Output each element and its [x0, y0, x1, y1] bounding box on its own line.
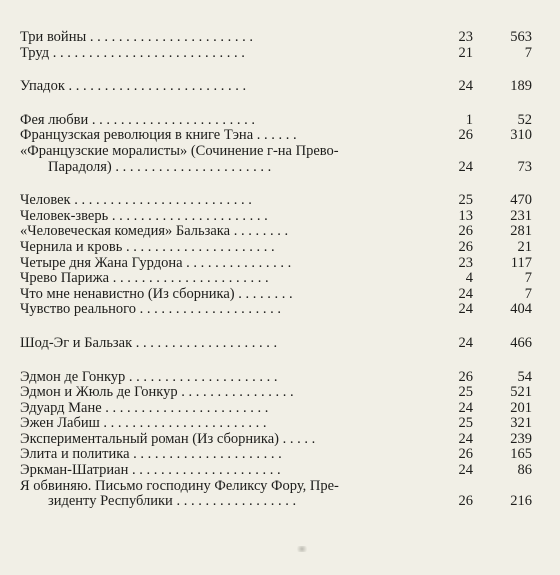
index-entry — [0, 193, 560, 209]
volume-number: 24 — [458, 399, 473, 416]
page-number: 216 — [510, 493, 532, 510]
dot-leader: . . . . . . . . . . . . . . . . . . . . — [139, 301, 281, 318]
dot-leader: . . . . . . . . — [238, 285, 293, 302]
volume-number: 23 — [458, 254, 473, 271]
entry-title: Я обвиняю. Письмо господину Феликсу Фору, Пре- — [20, 477, 339, 494]
volume-number: 25 — [458, 415, 473, 432]
index-group-sh — [0, 336, 560, 352]
index-entry — [0, 209, 560, 225]
index-entry — [0, 385, 560, 401]
volume-number: 26 — [458, 127, 473, 144]
page-number: 52 — [517, 111, 532, 128]
index-entry — [0, 416, 560, 432]
volume-number: 13 — [458, 207, 473, 224]
volume-number: 26 — [458, 223, 473, 240]
volume-number: 26 — [458, 238, 473, 255]
dot-leader: . . . . . . — [256, 127, 297, 144]
entry-title: Эдмон де Гонкур — [20, 368, 126, 385]
entry-title: Человек — [20, 192, 71, 209]
entry-title-continued: Парадоля) — [48, 158, 112, 175]
index-entry — [0, 79, 560, 95]
entry-title: Французская революция в книге Тэна — [20, 127, 254, 144]
index-entry — [0, 46, 560, 62]
volume-number: 24 — [458, 158, 473, 175]
index-entry — [0, 271, 560, 287]
dot-leader: . . . . . . . . . . . . . . . . . . . . . — [132, 462, 281, 479]
volume-number: 24 — [458, 285, 473, 302]
page-number: 231 — [510, 207, 532, 224]
page-number: 7 — [524, 44, 532, 61]
page-number: 117 — [510, 254, 532, 271]
entry-title: Эркман-Шатриан — [20, 462, 129, 479]
entry-title: Элита и политика — [20, 446, 130, 463]
entry-title: Человек-зверь — [20, 207, 109, 224]
index-entry — [0, 144, 560, 175]
volume-number: 4 — [465, 270, 473, 287]
volume-number: 25 — [458, 384, 473, 401]
entry-title: «Человеческая комедия» Бальзака — [20, 223, 231, 240]
volume-number: 26 — [458, 493, 473, 510]
dot-leader: . . . . . . . . . . . . . . . . . . . . . . . . . — [68, 78, 247, 95]
page-number: 563 — [510, 29, 532, 45]
entry-title: Экспериментальный роман (Из сборника) — [20, 430, 279, 447]
dot-leader: . . . . . . . . . . . . . . . . . . . . . . . . . — [74, 192, 252, 209]
index-group-t — [0, 30, 560, 61]
page-number: 521 — [510, 384, 532, 401]
paper-smudge — [295, 546, 309, 552]
page-number: 54 — [517, 368, 532, 385]
page-number: 165 — [510, 446, 532, 463]
index-entry — [0, 370, 560, 386]
volume-number: 26 — [458, 368, 473, 385]
dot-leader: . . . . . . . . . . . . . . . . . . . . . . — [115, 158, 272, 175]
dot-leader: . . . . . . . . . . . . . . . . . . . . — [135, 334, 278, 351]
volume-number: 24 — [458, 430, 473, 447]
volume-number: 1 — [465, 111, 473, 128]
entry-title: Упадок — [20, 78, 65, 95]
dot-leader: . . . . . . . . . . . . . . . . . . . . . . — [112, 270, 269, 287]
dot-leader: . . . . . . . . . . . . . . . . . . . . . . . — [103, 415, 267, 432]
index-entry — [0, 302, 560, 318]
dot-leader: . . . . . . . . . . . . . . . . . . . . . . . — [105, 399, 269, 416]
page-number: 321 — [510, 415, 532, 432]
entry-title: Четыре дня Жана Гурдона — [20, 254, 183, 271]
dot-leader: . . . . . . . . . . . . . . . . . . . . . — [128, 368, 278, 385]
volume-number: 26 — [458, 446, 473, 463]
dot-leader: . . . . . . . . . . . . . . . . — [181, 384, 294, 401]
entry-title: Фея любви — [20, 111, 89, 128]
index-entry — [0, 113, 560, 129]
entry-title: «Французские моралисты» (Сочинение г-на Прево- — [20, 142, 339, 159]
page-number: 404 — [510, 301, 532, 318]
index-entry — [0, 463, 560, 479]
page-number: 189 — [510, 78, 532, 95]
page-number: 7 — [524, 285, 532, 302]
index-group-e — [0, 370, 560, 510]
entry-title: Чернила и кровь — [20, 238, 123, 255]
index-entry — [0, 287, 560, 303]
entry-title: Чувство реального — [20, 301, 136, 318]
dot-leader: . . . . . . . . . . . . . . . . . — [176, 493, 297, 510]
index-entry — [0, 256, 560, 272]
dot-leader: . . . . . . . . . . . . . . . — [186, 254, 292, 271]
entry-title: Эжен Лабиш — [20, 415, 100, 432]
dot-leader: . . . . . . . . . . . . . . . . . . . . . — [133, 446, 282, 463]
dot-leader: . . . . . . . . . . . . . . . . . . . . . . — [111, 207, 268, 224]
dot-leader: . . . . . . . . . . . . . . . . . . . . . — [125, 238, 275, 255]
volume-number: 25 — [458, 192, 473, 209]
volume-number: 24 — [458, 78, 473, 95]
page-number: 201 — [510, 399, 532, 416]
index-group-ch — [0, 193, 560, 318]
index-group-u — [0, 79, 560, 95]
volume-number: 24 — [458, 334, 473, 351]
page-number: 310 — [510, 127, 532, 144]
volume-number: 24 — [458, 462, 473, 479]
entry-title: Три войны — [20, 29, 87, 45]
index-entry — [0, 336, 560, 352]
index-entry — [0, 240, 560, 256]
index-group-f — [0, 113, 560, 175]
page-number: 281 — [510, 223, 532, 240]
entry-title: Чрево Парижа — [20, 270, 110, 287]
index-entry — [0, 401, 560, 417]
entry-title: Что мне ненавистно (Из сборника) — [20, 285, 235, 302]
index-entry — [0, 479, 560, 510]
entry-title: Шод-Эг и Бальзак — [20, 334, 133, 351]
volume-number: 24 — [458, 301, 473, 318]
index-entry — [0, 432, 560, 448]
page-number: 73 — [517, 158, 532, 175]
dot-leader: . . . . . . . . . . . . . . . . . . . . . . . — [89, 29, 253, 45]
page-number: 21 — [517, 238, 532, 255]
index-entry — [0, 224, 560, 240]
page-number: 7 — [524, 270, 532, 287]
dot-leader: . . . . . — [282, 430, 316, 447]
dot-leader: . . . . . . . . . . . . . . . . . . . . . . . . . . . — [52, 44, 245, 61]
entry-title: Труд — [20, 44, 50, 61]
index-entry — [0, 30, 560, 46]
page-number: 466 — [510, 334, 532, 351]
index-entry — [0, 447, 560, 463]
volume-number: 21 — [458, 44, 473, 61]
page-number: 470 — [510, 192, 532, 209]
volume-number: 23 — [458, 29, 473, 45]
entry-title: Эдуард Мане — [20, 399, 102, 416]
page-number: 86 — [517, 462, 532, 479]
index-entry — [0, 128, 560, 144]
dot-leader: . . . . . . . . . . . . . . . . . . . . . . . — [91, 111, 255, 128]
page-number: 239 — [510, 430, 532, 447]
entry-title-continued: зиденту Республики — [48, 493, 173, 510]
dot-leader: . . . . . . . . — [233, 223, 289, 240]
entry-title: Эдмон и Жюль де Гонкур — [20, 384, 178, 401]
